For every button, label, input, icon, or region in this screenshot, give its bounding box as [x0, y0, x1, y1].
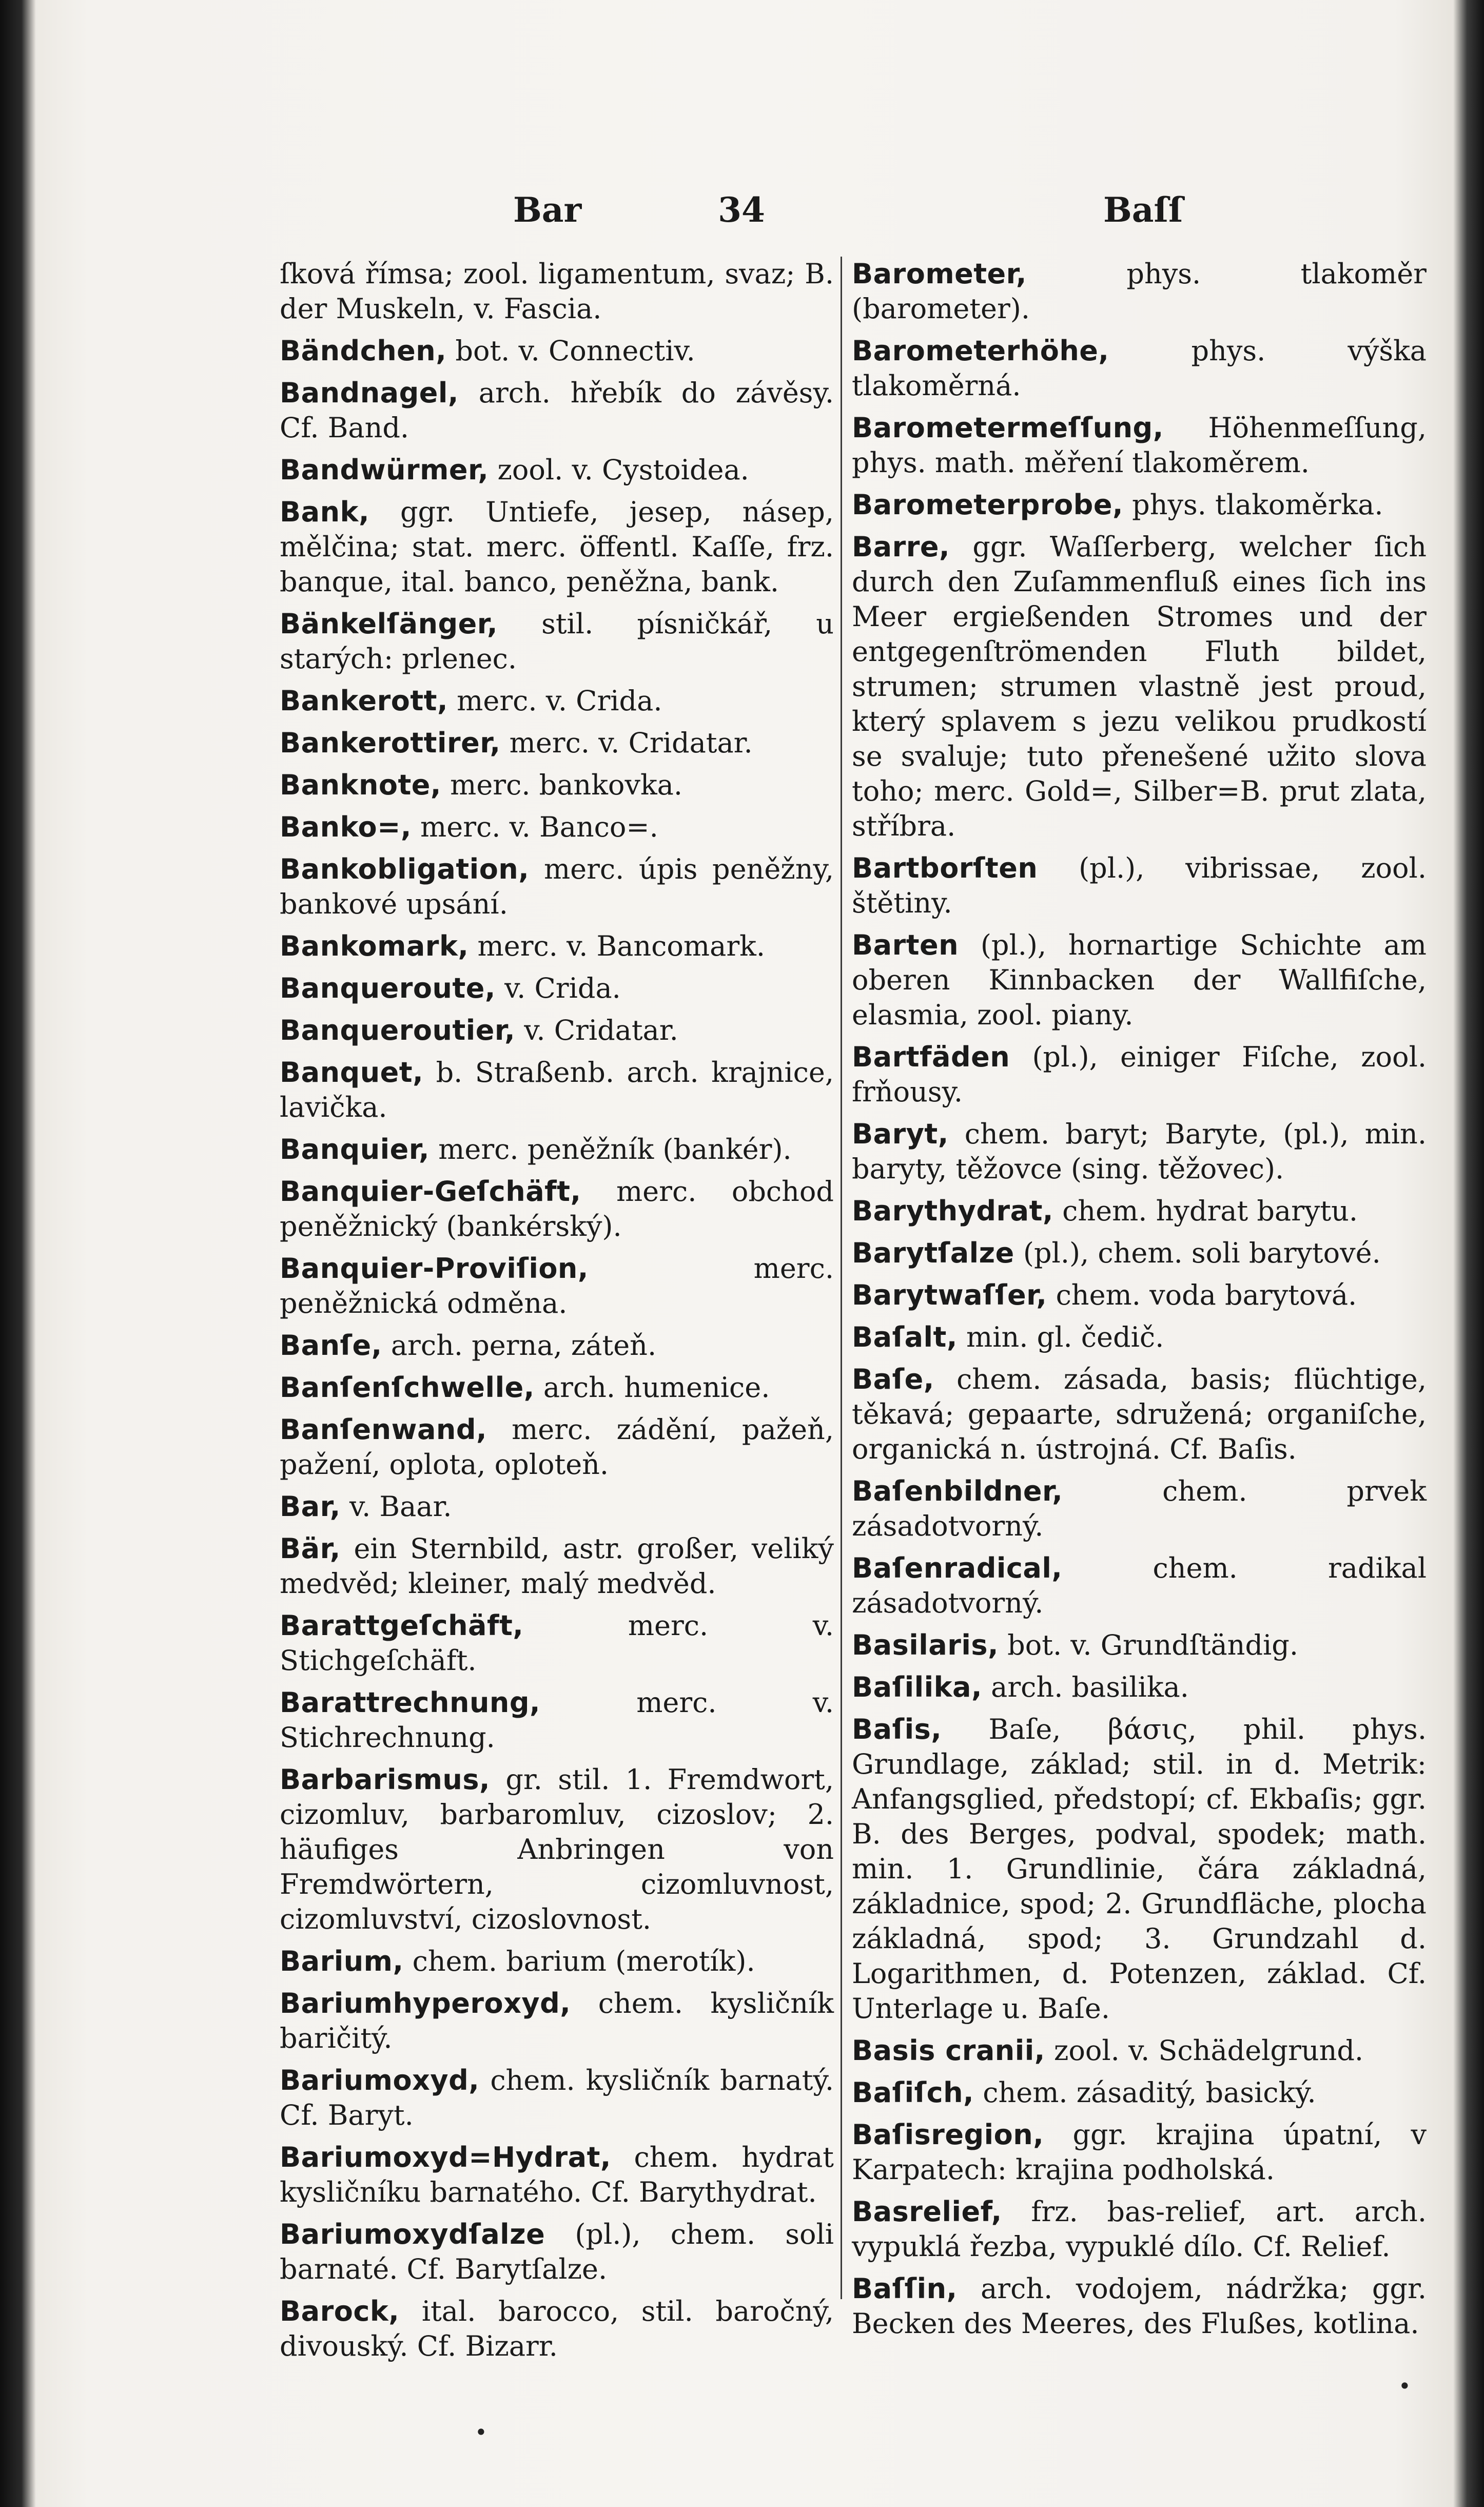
entry-headword: Bandwürmer, — [280, 454, 489, 486]
dictionary-entry — [280, 929, 834, 964]
entry-headword: Baſilika, — [852, 1671, 982, 1703]
entry-headword: Baſalt, — [852, 1321, 958, 1353]
entry-headword: Bariumoxyd, — [280, 2064, 480, 2096]
scan-left-edge — [0, 0, 36, 2507]
entry-definition: chem. voda barytová. — [1056, 1279, 1357, 1311]
entry-definition: b. Straßenb. arch. krajnice, lavička. — [280, 1056, 834, 1123]
dictionary-entry — [852, 1117, 1427, 1187]
dictionary-entry — [280, 1531, 834, 1601]
entry-headword: Barythydrat, — [852, 1195, 1053, 1227]
entry-definition: merc. peněžník (bankér). — [438, 1133, 792, 1165]
entry-headword: Banknote, — [280, 769, 441, 801]
dictionary-entry — [280, 2140, 834, 2210]
entry-headword: Banquier-Proviſion, — [280, 1252, 589, 1285]
entry-headword: Barometerprobe, — [852, 489, 1123, 521]
entry-definition: chem. radikal zásadotvorný. — [852, 1552, 1427, 1619]
dictionary-entry — [280, 1685, 834, 1755]
entry-headword: Banquier, — [280, 1133, 429, 1165]
dictionary-entry — [280, 257, 834, 326]
entry-definition: bot. v. Grundſtändig. — [1007, 1629, 1299, 1661]
entry-definition: merc. v. Stichrechnung. — [280, 1686, 834, 1754]
entry-headword: Basilaris, — [852, 1629, 999, 1661]
dictionary-entry — [852, 488, 1427, 522]
entry-headword: Barytſalze — [852, 1237, 1014, 1269]
entry-headword: Barium, — [280, 1945, 404, 1977]
entry-headword: Banſe, — [280, 1329, 382, 1362]
entry-headword: Bank, — [280, 496, 369, 528]
entry-definition: bot. v. Connectiv. — [455, 335, 695, 367]
dictionary-entry — [852, 1236, 1427, 1271]
entry-headword: Banquet, — [280, 1056, 424, 1089]
dictionary-entry — [280, 1944, 834, 1979]
entry-definition: stil. písničkář, u starých: prlenec. — [280, 608, 834, 675]
entry-definition: chem. baryt; Baryte, (pl.), min. baryty, těžovce (sing. těžovec). — [852, 1118, 1427, 1185]
dictionary-entry — [280, 1986, 834, 2056]
entry-definition: ſková římsa; zool. ligamentum, svaz; B. der Muskeln, v. Fascia. — [280, 258, 834, 325]
entry-definition: merc. v. Bancomark. — [477, 930, 766, 962]
guide-word-left: Bar — [513, 190, 582, 230]
dictionary-entry — [280, 1370, 834, 1405]
entry-headword: Bar, — [280, 1490, 341, 1523]
entry-headword: Banſenſchwelle, — [280, 1371, 535, 1404]
entry-definition: merc. v. Cridatar. — [509, 727, 753, 759]
entry-definition: chem. zásada, basis; flüchtige, těkavá; gepaarte, sdružená; organiſche, organická n. ústrojná. Cf. Baſis. — [852, 1363, 1427, 1465]
entry-definition: v. Crida. — [504, 972, 621, 1004]
dictionary-entry — [280, 1489, 834, 1524]
dictionary-entry — [280, 334, 834, 368]
entry-definition: (pl.), chem. soli barnaté. Cf. Barytſalze. — [280, 2218, 834, 2285]
entry-definition: (pl.), einiger Fiſche, zool. frňousy. — [852, 1041, 1427, 1108]
entry-headword: Banſenwand, — [280, 1413, 487, 1446]
entry-headword: Barbarismus, — [280, 1763, 490, 1796]
entry-definition: chem. kysličník baričitý. — [280, 1987, 834, 2054]
dictionary-entry — [280, 2294, 834, 2364]
dictionary-entry — [280, 453, 834, 488]
entry-headword: Baſiſch, — [852, 2076, 974, 2109]
entry-definition: arch. vodojem, nádržka; ggr. Becken des Meeres, des Flußes, kotlina. — [852, 2272, 1427, 2340]
entry-definition: Baſe, βάσις, phil. phys. Grundlage, základ; stil. in d. Metrik: Anfangsglied, předstopí; cf. Ekbaſis; ggr. B. des Berges, podval, spodek; math. min. 1. Grundlinie, čára základná, základnice, spod; 2. Grundfläche, plocha základná, spod; 3. Grundzahl d. Logarithmen, d. Potenzen, základ. Cf. Unterlage u. Baſe. — [852, 1713, 1427, 2025]
entry-definition: zool. v. Schädelgrund. — [1053, 2034, 1364, 2067]
entry-headword: Baſenbildner, — [852, 1475, 1063, 1507]
entry-definition: chem. kysličník barnatý. Cf. Baryt. — [280, 2064, 834, 2131]
dictionary-entry — [280, 1251, 834, 1321]
entry-definition: chem. barium (merotík). — [412, 1945, 755, 1977]
entry-definition: merc. v. Crida. — [457, 685, 662, 717]
entry-headword: Bänkelſänger, — [280, 608, 498, 640]
entry-headword: Baryt, — [852, 1118, 949, 1150]
entry-headword: Bariumoxyd=Hydrat, — [280, 2141, 611, 2173]
entry-headword: Barattrechnung, — [280, 1686, 541, 1719]
dictionary-entry — [280, 1762, 834, 1937]
dictionary-entry — [280, 684, 834, 718]
dictionary-entry — [280, 1608, 834, 1678]
entry-headword: Baſis, — [852, 1713, 942, 1745]
entry-definition: ggr. krajina úpatní, v Karpatech: krajina podholská. — [852, 2119, 1427, 2186]
entry-definition: merc. zádění, pažeň, pažení, oplota, oploteň. — [280, 1413, 834, 1481]
entry-headword: Barometer, — [852, 258, 1027, 290]
entry-definition: ggr. Untiefe, jesep, násep, mělčina; stat. merc. öffentl. Kaſſe, frz. banque, ital. banco, peněžna, bank. — [280, 496, 834, 598]
entry-definition: v. Cridatar. — [524, 1014, 678, 1046]
dictionary-entry — [852, 2194, 1427, 2264]
dictionary-entry — [280, 768, 834, 803]
dictionary-entry — [852, 2075, 1427, 2110]
entry-headword: Bartborſten — [852, 852, 1038, 884]
entry-definition: (pl.), hornartige Schichte am oberen Kinnbacken der Wallfiſche, elasmia, zool. piany. — [852, 929, 1427, 1031]
dictionary-entry — [280, 810, 834, 845]
entry-headword: Barattgeſchäft, — [280, 1609, 524, 1642]
running-head — [0, 190, 1484, 231]
dictionary-entry — [852, 1712, 1427, 2026]
dictionary-entry — [852, 1362, 1427, 1467]
dictionary-entry — [852, 1320, 1427, 1355]
entry-headword: Basis cranii, — [852, 2034, 1045, 2067]
entry-definition: Höhenmeſſung, phys. math. měření tlakoměrem. — [852, 412, 1427, 479]
entry-headword: Baſenradical, — [852, 1552, 1063, 1584]
entry-definition: chem. zásaditý, basický. — [983, 2076, 1316, 2109]
entry-definition: chem. hydrat kysličníku barnatého. Cf. Barythydrat. — [280, 2141, 834, 2208]
dictionary-entry — [280, 1412, 834, 1482]
dictionary-entry — [852, 2033, 1427, 2068]
entry-definition: gr. stil. 1. Fremdwort, cizomluv, barbaromluv, cizoslov; 2. häufiges Anbringen von Fremdwörtern, cizomluvnost, cizomluvství, cizoslovnost. — [280, 1763, 834, 1935]
entry-definition: chem. hydrat barytu. — [1062, 1195, 1358, 1227]
entry-headword: Bankomark, — [280, 930, 469, 962]
entry-definition: arch. humenice. — [543, 1371, 770, 1404]
dictionary-entry — [280, 1055, 834, 1125]
entry-definition: arch. perna, záteň. — [390, 1329, 657, 1362]
entry-headword: Bär, — [280, 1532, 341, 1565]
dictionary-entry — [280, 1174, 834, 1244]
entry-definition: phys. tlakoměrka. — [1132, 489, 1383, 521]
entry-headword: Banquier-Geſchäft, — [280, 1175, 581, 1208]
entry-definition: min. gl. čedič. — [966, 1321, 1164, 1353]
dictionary-entry — [852, 257, 1427, 326]
entry-definition: merc. bankovka. — [450, 769, 683, 801]
entry-headword: Bändchen, — [280, 335, 447, 367]
entry-headword: Barometerhöhe, — [852, 335, 1109, 367]
dictionary-entry — [280, 971, 834, 1006]
entry-headword: Banqueroutier, — [280, 1014, 516, 1046]
entry-headword: Baſe, — [852, 1363, 934, 1395]
dictionary-entry — [852, 851, 1427, 921]
entry-definition: merc. úpis peněžny, bankové upsání. — [280, 853, 834, 920]
scan-right-edge — [1453, 0, 1484, 2507]
entry-definition: zool. v. Cystoidea. — [497, 454, 749, 486]
guide-word-right: Baſſ — [1103, 190, 1183, 230]
entry-headword: Bariumhyperoxyd, — [280, 1987, 571, 2019]
dictionary-entry — [852, 1278, 1427, 1313]
dictionary-entry — [852, 1670, 1427, 1705]
entry-headword: Barytwaſſer, — [852, 1279, 1047, 1311]
entry-headword: Baſſin, — [852, 2272, 958, 2305]
entry-definition: chem. prvek zásadotvorný. — [852, 1475, 1427, 1542]
entry-headword: Baſisregion, — [852, 2119, 1044, 2151]
entry-headword: Bandnagel, — [280, 377, 459, 409]
dictionary-entry — [852, 1040, 1427, 1110]
entry-headword: Bartfäden — [852, 1041, 1010, 1073]
entry-headword: Barometermeſſung, — [852, 412, 1164, 444]
entry-headword: Banqueroute, — [280, 972, 496, 1004]
right-column — [852, 257, 1427, 2348]
entry-definition: ggr. Waſſerberg, welcher ſich durch den Zuſammenfluß eines ſich ins Meer ergießenden Stromes und der entgegenſtrömenden Fluth bildet, strumen; strumen vlastně jest proud, který splavem s jezu velikou prudkostí se svaluje; tuto přenešené užito slova toho; merc. Gold=, Silber=B. prut zlata, stříbra. — [852, 531, 1427, 842]
entry-headword: Basrelief, — [852, 2195, 1002, 2228]
entry-headword: Barre, — [852, 531, 950, 563]
entry-headword: Bankerottirer, — [280, 727, 501, 759]
print-speck: • — [475, 2420, 487, 2445]
dictionary-entry — [852, 2271, 1427, 2341]
entry-definition: merc. peněžnická odměna. — [280, 1252, 834, 1319]
dictionary-entry — [852, 1551, 1427, 1621]
entry-definition: (pl.), vibrissae, zool. štětiny. — [852, 852, 1427, 919]
dictionary-entry — [280, 1328, 834, 1363]
dictionary-entry — [280, 1013, 834, 1048]
dictionary-entry — [280, 2063, 834, 2133]
entry-definition: phys. tlakoměr (barometer). — [852, 258, 1427, 325]
column-divider — [841, 257, 842, 2299]
print-speck: • — [1398, 2374, 1411, 2399]
entry-definition: merc. v. Stichgeſchäft. — [280, 1609, 834, 1677]
entry-definition: ital. barocco, stil. baročný, divouský. Cf. Bizarr. — [280, 2295, 834, 2362]
entry-headword: Bankerott, — [280, 685, 448, 717]
entry-headword: Barten — [852, 929, 959, 961]
entry-headword: Bankobligation, — [280, 853, 530, 885]
entry-definition: (pl.), chem. soli barytové. — [1023, 1237, 1381, 1269]
entry-definition: arch. basilika. — [991, 1671, 1189, 1703]
entry-definition: v. Baar. — [349, 1490, 452, 1523]
dictionary-entry — [852, 334, 1427, 403]
entry-definition: arch. hřebík do závěsy. Cf. Band. — [280, 377, 834, 444]
entry-headword: Bariumoxydſalze — [280, 2218, 545, 2250]
dictionary-entry — [280, 376, 834, 445]
entry-definition: frz. bas-relief, art. arch. vypuklá řezba, vypuklé dílo. Cf. Relief. — [852, 2195, 1427, 2263]
entry-definition: phys. výška tlakoměrná. — [852, 335, 1427, 402]
dictionary-entry — [852, 1474, 1427, 1544]
dictionary-entry — [280, 1132, 834, 1167]
dictionary-entry — [852, 2117, 1427, 2187]
dictionary-entry — [852, 1194, 1427, 1229]
dictionary-entry — [852, 928, 1427, 1033]
entry-definition: ein Sternbild, astr. großer, veliký medvěd; kleiner, malý medvěd. — [280, 1532, 834, 1600]
dictionary-entry — [280, 607, 834, 676]
dictionary-entry — [280, 852, 834, 922]
entry-headword: Banko=, — [280, 811, 412, 843]
left-column — [280, 257, 834, 2371]
dictionary-entry — [280, 2217, 834, 2287]
dictionary-entry — [852, 530, 1427, 844]
entry-definition: merc. v. Banco=. — [420, 811, 658, 843]
page-number: 34 — [718, 190, 765, 230]
entry-definition: merc. obchod peněžnický (bankérský). — [280, 1175, 834, 1242]
dictionary-entry — [852, 411, 1427, 480]
dictionary-entry — [280, 495, 834, 599]
entry-headword: Barock, — [280, 2295, 400, 2327]
dictionary-entry — [852, 1628, 1427, 1663]
dictionary-entry — [280, 726, 834, 761]
